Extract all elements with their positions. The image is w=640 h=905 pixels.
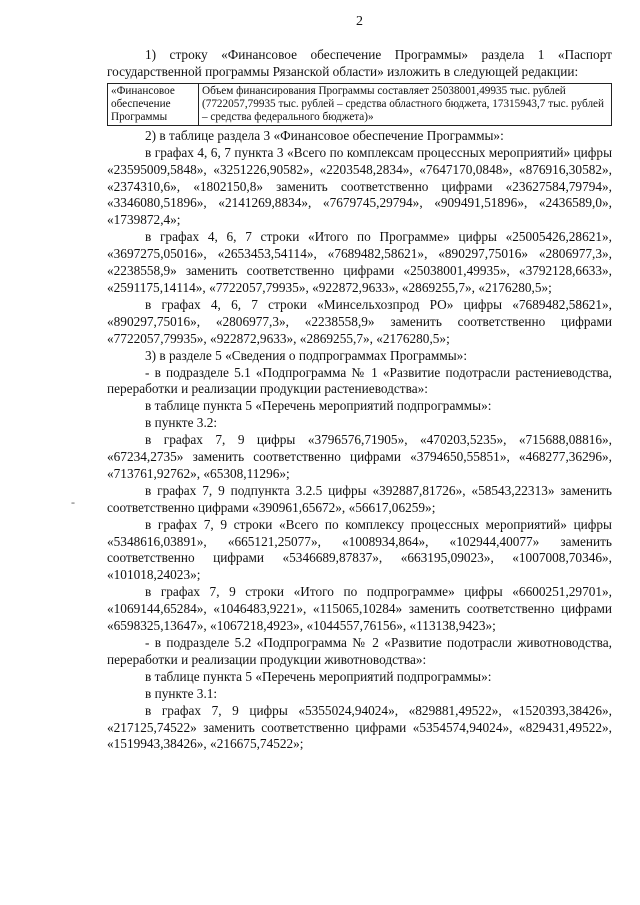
paragraph-17: в графах 7, 9 цифры «5355024,94024», «829881,49522», «1520393,38426», «217125,74522» заменить соответственно цифрами «5354574,94024», «829431,49522», «1519943,38426», «216675,74522»; — [107, 702, 612, 752]
paragraph-5: в графах 4, 6, 7 строки «Минсельхозпрод РО» цифры «7689482,58621», «890297,75016», «2806977,3», «2238558,9» заменить соответственно цифрами «7722057,79935», «922872,9633», «2869255,7», «2176280,5»; — [107, 296, 612, 346]
paragraph-10: в графах 7, 9 цифры «3796576,71905», «470203,5235», «715688,08816», «67234,2735» заменить соответственно цифрами «3794650,55851», «468277,36296», «713761,92762», «65308,11296»; — [107, 432, 612, 481]
table-cell-value: Объем финансирования Программы составляет 25038001,49935 тыс. рублей (7722057,79935 тыс. рублей – средства областного бюджета, 17315943,7 тыс. рублей – средства федерального бюджета)» — [199, 83, 612, 125]
paragraph-16: в пункте 3.1: — [145, 685, 218, 701]
paragraph-9: в пункте 3.2: — [145, 415, 218, 431]
margin-mark: - — [71, 495, 75, 509]
paragraph-8: в таблице пункта 5 «Перечень мероприятий подпрограммы»: — [145, 398, 492, 414]
passport-table — [107, 83, 612, 126]
paragraph-11: в графах 7, 9 подпункта 3.2.5 цифры «392887,81726», «58543,22313» заменить соответственно цифрами «390961,65672», «56617,06259»; — [107, 482, 612, 515]
paragraph-3: в графах 4, 6, 7 пункта 3 «Всего по комплексам процессных мероприятий» цифры «23595009,5848», «3251226,90582», «2203548,2834», «7647170,0848», «876916,30582», «2374310,6», «1802150,8» заменить соответственно цифрами «23627584,79794», «3346080,51896», «2141269,8834», «7679745,29794», «909491,51896», «2436589,0», «1739872,4»; — [107, 144, 612, 228]
paragraph-7: - в подразделе 5.1 «Подпрограмма № 1 «Развитие подотрасли растениеводства, переработки и реализации продукции растениеводства»: — [107, 364, 612, 397]
paragraph-2: 2) в таблице раздела 3 «Финансовое обеспечение Программы»: — [145, 127, 504, 143]
paragraph-6: 3) в разделе 5 «Сведения о подпрограммах Программы»: — [145, 347, 468, 363]
paragraph-13: в графах 7, 9 строки «Итого по подпрограмме» цифры «6600251,29701», «1069144,65284», «1046483,9221», «115065,10284» заменить соответственно цифрами «6598325,13647», «1067218,4923», «1044557,76156», «113138,9423»; — [107, 584, 612, 634]
page-number: 2 — [356, 14, 363, 29]
paragraph-1: 1) строку «Финансовое обеспечение Программы» раздела 1 «Паспорт государственной программы Рязанской области» изложить в следующей редакции: — [107, 47, 612, 79]
table-row — [108, 83, 612, 125]
paragraph-4: в графах 4, 6, 7 строки «Итого по Программе» цифры «25005426,28621», «3697275,05016», «2653453,54114», «7689482,58621», «890297,75016» «2806977,3», «2238558,9» заменить соответственно цифрами «25038001,49935», «3792128,6633», «2591175,14114», «7722057,79935», «922872,9633», «2869255,7», «2176280,5»; — [107, 229, 612, 295]
paragraph-14: - в подразделе 5.2 «Подпрограмма № 2 «Развитие подотрасли животноводства, переработки и реализации продукции животноводства»: — [107, 635, 612, 667]
paragraph-15: в таблице пункта 5 «Перечень мероприятий подпрограммы»: — [145, 668, 492, 684]
table-cell-label: «Финансовое обеспечение Программы — [108, 83, 199, 125]
paragraph-12: в графах 7, 9 строки «Всего по комплексу процессных мероприятий» цифры «5348616,03891», «665121,25077», «1008934,864», «102944,40077» заменить соответственно цифрами «5346689,87837», «663195,09023», «1007008,70346», «101018,24023»; — [107, 516, 612, 583]
